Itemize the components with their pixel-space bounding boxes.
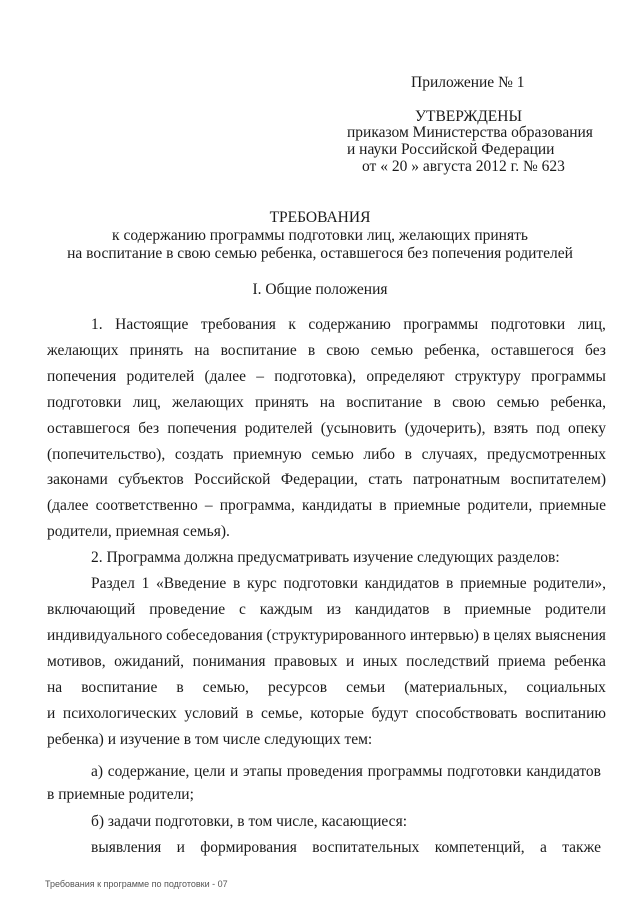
word: выяснения — [535, 627, 606, 644]
para3-line-3 — [47, 627, 606, 645]
word: ожиданий, — [114, 653, 185, 670]
para3-line-6 — [47, 705, 606, 723]
word: приемные — [539, 497, 606, 514]
word: и — [47, 705, 56, 722]
word: (структурированного — [266, 627, 407, 644]
para3-line-2 — [47, 601, 606, 619]
word: без — [585, 342, 606, 359]
item-a-line-2: в приемные родители; — [47, 786, 194, 803]
word: оставшегося — [490, 342, 574, 359]
word: семью — [496, 394, 540, 411]
word: лиц, — [577, 316, 606, 333]
word: также — [562, 839, 601, 856]
word: попечения — [47, 368, 117, 385]
word: семьи — [346, 679, 386, 696]
word: взять — [493, 420, 529, 437]
word: лиц, — [132, 394, 161, 411]
item-a-line-1 — [91, 763, 601, 781]
word: без — [138, 420, 160, 437]
word: в — [446, 575, 454, 592]
word: семью — [370, 342, 414, 359]
word: ресурсов — [267, 679, 328, 696]
word: Российской — [194, 471, 271, 488]
word: патронатным — [412, 471, 501, 488]
word: «Введение — [156, 575, 227, 592]
word: (удочерить), — [404, 420, 486, 437]
word: и — [176, 839, 185, 856]
last-line — [91, 839, 601, 857]
word: (далее — [47, 497, 89, 514]
title-line-1: к содержанию программы подготовки лиц, желающих принять — [112, 227, 528, 244]
word: правовых — [274, 653, 338, 670]
word: воспитателем) — [510, 471, 606, 488]
word: подготовки — [47, 394, 122, 411]
title-line-2: на воспитание в свою семью ребенка, оставшегося без попечения родителей — [67, 245, 573, 262]
word: семью, — [202, 679, 249, 696]
word: индивидуального — [47, 627, 163, 644]
word: с — [238, 601, 246, 618]
word: стать — [368, 471, 403, 488]
word: – — [256, 368, 265, 385]
page-footer: Требования к программе по подготовки - 07 — [45, 879, 228, 889]
word: на — [47, 679, 63, 696]
word: в — [443, 601, 451, 618]
word: кандидатов — [526, 763, 601, 780]
word: в — [176, 679, 184, 696]
word: родителей — [126, 368, 195, 385]
word: программы — [367, 763, 443, 780]
word: подготовки — [283, 575, 358, 592]
word: способствовать — [415, 705, 518, 722]
word: определяют — [366, 368, 445, 385]
word: оставшегося — [47, 420, 131, 437]
word: создать — [174, 446, 224, 463]
word: и — [230, 763, 239, 780]
order-line-3: от « 20 » августа 2012 г. № 623 — [362, 158, 565, 175]
word: структуру — [454, 368, 521, 385]
section-heading: I. Общие положения — [252, 281, 388, 298]
para3-line-4 — [47, 653, 606, 671]
word: на — [319, 394, 335, 411]
word: понимания — [192, 653, 266, 670]
word: семью — [311, 446, 354, 463]
para3-line-1 — [91, 575, 606, 593]
word: 1. — [91, 316, 103, 333]
item-b-line: б) задачи подготовки, в том числе, касающиеся: — [91, 813, 408, 830]
word: приемные — [460, 575, 527, 592]
word: Настоящие — [115, 316, 189, 333]
word: в — [482, 627, 491, 644]
word: Раздел — [91, 575, 135, 592]
word: в — [246, 705, 254, 722]
para1-line-6 — [47, 446, 606, 464]
word: мотивов, — [47, 653, 106, 670]
word: и — [346, 653, 355, 670]
word: приемные — [393, 497, 461, 514]
word: в — [379, 497, 387, 514]
word: последствий — [406, 653, 490, 670]
word: этапы — [243, 763, 283, 780]
word: целях — [493, 627, 532, 644]
word: социальных — [526, 679, 606, 696]
document-title: ТРЕБОВАНИЯ — [269, 209, 371, 226]
word: родители — [544, 601, 606, 618]
word: психологических — [62, 705, 177, 722]
word: воспитанию — [525, 705, 606, 722]
word: (далее — [204, 368, 247, 385]
word: программы — [403, 316, 479, 333]
word: ребенка, — [550, 394, 606, 411]
word: интервью) — [409, 627, 479, 644]
word: родителей — [244, 420, 313, 437]
order-line-1: приказом Министерства образования — [347, 124, 593, 141]
word: содержанию — [308, 316, 391, 333]
order-line-2: и науки Российской Федерации — [347, 141, 555, 158]
approved-label: УТВЕРЖДЕНЫ — [415, 108, 522, 125]
word: программа, — [219, 497, 295, 514]
word: проведения — [286, 763, 363, 780]
para1-line-4 — [47, 394, 606, 412]
word: кандидаты — [301, 497, 373, 514]
word: подготовки — [490, 316, 566, 333]
word: (усыновить — [320, 420, 397, 437]
word: подготовка), — [274, 368, 357, 385]
word: (попечительство), — [47, 446, 166, 463]
word: требования — [200, 316, 276, 333]
para1-line-3 — [47, 368, 606, 386]
word: воспитание — [81, 679, 158, 696]
word: в — [433, 394, 441, 411]
word: законами — [47, 471, 108, 488]
word: воспитательных — [312, 839, 420, 856]
para3-line-5 — [47, 679, 606, 697]
word: в — [404, 446, 412, 463]
word: программы — [531, 368, 606, 385]
word: курс — [247, 575, 277, 592]
word: желающих — [172, 394, 244, 411]
word: соответственно — [95, 497, 198, 514]
word: в — [232, 575, 241, 592]
word: попечения — [167, 420, 237, 437]
word: приема — [497, 653, 546, 670]
word: под — [536, 420, 560, 437]
para2-line: 2. Программа должна предусматривать изучение следующих разделов: — [91, 549, 560, 566]
word: на — [194, 342, 210, 359]
para3-line-7: ребенка) и изучение в том числе следующих тем: — [47, 731, 373, 748]
word: Федерации, — [280, 471, 358, 488]
word: цели — [194, 763, 226, 780]
word: семье, — [260, 705, 303, 722]
para1-line-5 — [47, 420, 606, 438]
word: желающих — [47, 342, 119, 359]
word: приемные — [464, 601, 532, 618]
word: содержание, — [107, 763, 190, 780]
para1-line-8 — [47, 497, 606, 515]
word: подготовки — [447, 763, 522, 780]
word: воспитание — [346, 394, 423, 411]
word: свою — [326, 342, 360, 359]
word: субъектов — [118, 471, 184, 488]
word: – — [204, 497, 213, 514]
word: предусмотренных — [487, 446, 606, 463]
word: родители», — [533, 575, 606, 592]
word: включающий — [47, 601, 136, 618]
word: 1 — [141, 575, 150, 592]
word: принять — [254, 394, 309, 411]
word: которые — [310, 705, 364, 722]
word: в — [307, 342, 316, 359]
para1-line-9: родители, приемная семья). — [47, 523, 230, 540]
para1-line-7 — [47, 471, 606, 489]
word: (материальных, — [404, 679, 508, 696]
word: ребенка, — [424, 342, 480, 359]
word: ребенка — [554, 653, 606, 670]
word: а) — [91, 763, 104, 780]
word: к — [288, 316, 296, 333]
word: будут — [371, 705, 408, 722]
word: а — [539, 839, 547, 856]
word: из — [326, 601, 341, 618]
word: кандидатов — [364, 575, 440, 592]
word: формирования — [200, 839, 297, 856]
word: собеседования — [166, 627, 263, 644]
word: компетенций, — [434, 839, 525, 856]
word: приемную — [233, 446, 302, 463]
appendix-label: Приложение № 1 — [411, 74, 525, 91]
word: принять — [129, 342, 184, 359]
word: воспитание — [220, 342, 297, 359]
word: свою — [452, 394, 486, 411]
word: случаях, — [421, 446, 478, 463]
word: кандидатов — [354, 601, 430, 618]
word: проведение — [149, 601, 226, 618]
word: опеку — [567, 420, 606, 437]
word: родители, — [467, 497, 533, 514]
word: каждым — [259, 601, 313, 618]
word: иных — [362, 653, 398, 670]
word: условий — [184, 705, 239, 722]
word: либо — [363, 446, 396, 463]
word: выявления — [91, 839, 162, 856]
para1-line-1 — [91, 316, 606, 334]
para1-line-2 — [47, 342, 606, 360]
